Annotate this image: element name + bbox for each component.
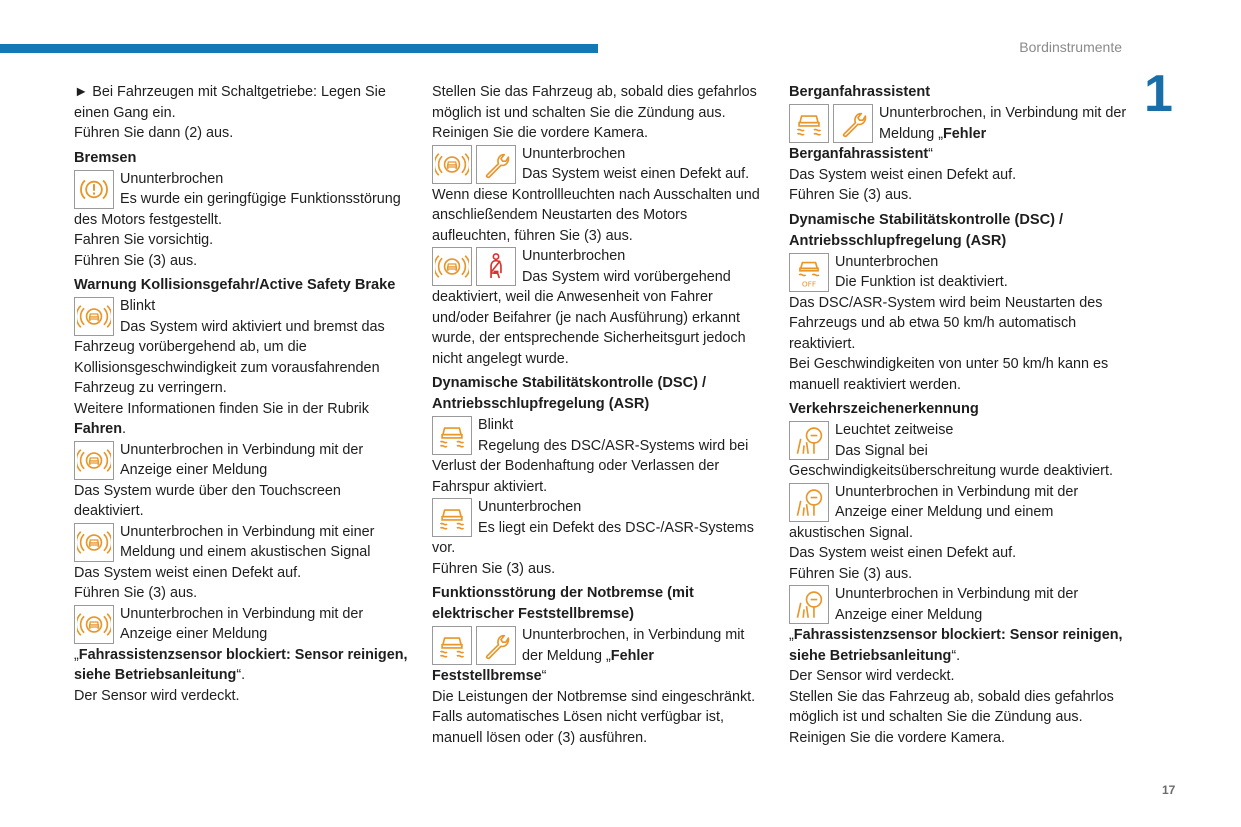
collision-warning-icon	[74, 523, 114, 562]
skid-control-off-icon	[789, 253, 829, 292]
collision-warning-icon	[432, 247, 472, 286]
heading-bremsen: Bremsen	[74, 149, 137, 166]
description-text: Regelung des DSC/ASR-Systems wird bei Verlust der Bodenhaftung oder Verlassen der Fahrspur aktiviert.	[432, 437, 749, 495]
status-text: Ununterbrochen	[522, 248, 626, 264]
body-text: Führen Sie (3) aus.	[789, 565, 913, 582]
heading-kollision: Warnung Kollisionsgefahr/Active Safety Brake	[74, 277, 396, 293]
status-text: Blinkt	[120, 298, 156, 314]
status-text: Ununterbrochen in Verbindung mit der Anzeige einer Meldung	[120, 605, 364, 642]
intro-line: Führen Sie dann (2) aus.	[74, 125, 234, 141]
body-text: Führen Sie (3) aus.	[74, 252, 198, 269]
skid-control-icon	[432, 416, 472, 455]
heading-berganfahrassistent: Berganfahrassistent	[789, 84, 931, 100]
header-accent-bar	[0, 44, 598, 53]
body-text: Führen Sie (3) aus.	[789, 187, 913, 203]
body-text: Bei Geschwindigkeiten von unter 50 km/h kann es manuell reaktiviert werden.	[789, 356, 1109, 393]
description-text: Es wurde ein geringfügige Funktionsstörung des Motors festgestellt.	[74, 191, 401, 228]
skid-control-icon	[789, 104, 829, 143]
skid-control-icon	[432, 498, 472, 537]
description-text: Die Leistungen der Notbremse sind eingeschränkt.	[432, 688, 756, 705]
status-text: Ununterbrochen, in Verbindung mit der Meldung „Fehler Feststellbremse“	[432, 627, 745, 684]
column-middle	[432, 82, 767, 748]
heading-dsc-asr: Dynamische Stabilitätskontrolle (DSC) / Antriebsschlupfregelung (ASR)	[789, 211, 1064, 249]
brake-warning-icon	[74, 170, 114, 209]
warning-block	[74, 522, 414, 563]
heading-verkehrszeichenerkennung: Verkehrszeichenerkennung	[789, 401, 979, 417]
column-left	[74, 82, 414, 706]
traffic-sign-icon	[789, 421, 829, 460]
warning-block	[789, 482, 1129, 544]
description-text: Das System weist einen Defekt auf.	[789, 545, 1017, 561]
description-text: Das System weist einen Defekt auf.	[789, 166, 1017, 183]
description-text: Das System wird aktiviert und bremst das Fahrzeug vorübergehend ab, um die Kollisionsgeschwindigkeit zum vorausfahrenden Fahrzeug zu verringern.	[74, 318, 385, 396]
description-text: Das System wurde über den Touchscreen deaktiviert.	[74, 482, 341, 519]
description-text: Der Sensor wird verdeckt.	[74, 687, 240, 704]
description-text: Der Sensor wird verdeckt.	[789, 668, 955, 684]
status-text: Ununterbrochen in Verbindung mit der Anzeige einer Meldung	[835, 586, 1079, 623]
body-text: Weitere Informationen finden Sie in der Rubrik Fahren.	[74, 400, 369, 437]
warning-block	[74, 440, 414, 481]
svg-text:OFF: OFF	[801, 279, 817, 289]
body-text: Führen Sie (3) aus.	[74, 585, 198, 601]
warning-block	[432, 246, 767, 369]
skid-control-icon	[432, 626, 472, 665]
body-text: Stellen Sie das Fahrzeug ab, sobald dies gefahrlos möglich ist und schalten Sie die Zündung aus.	[432, 84, 757, 121]
warning-block	[432, 497, 767, 559]
status-text: Ununterbrochen in Verbindung mit der Anzeige einer Meldung	[120, 441, 364, 478]
description-text: Das System wird vorübergehend deaktiviert, weil die Anwesenheit von Fahrer und/oder Beifahrer (je nach Ausführung) erkannt wurde, der entsprechende Sicherheitsgurt jedoch nicht angelegt wurde.	[432, 268, 746, 367]
message-text: „Fahrassistenzsensor blockiert: Sensor reinigen, siehe Betriebsanleitung“.	[789, 627, 1123, 664]
status-text: Blinkt	[478, 417, 514, 433]
wrench-icon	[476, 626, 516, 665]
body-text: Wenn diese Kontrollleuchten nach Ausschalten und anschließendem Neustarten des Motors aufleuchten, führen Sie (3) aus.	[432, 186, 760, 244]
wrench-icon	[476, 145, 516, 184]
collision-warning-icon	[74, 605, 114, 644]
warning-block	[432, 415, 767, 497]
body-text: Reinigen Sie die vordere Kamera.	[789, 729, 1005, 746]
status-text: Ununterbrochen in Verbindung mit einer Meldung und einem akustischen Signal	[120, 523, 375, 560]
warning-block	[74, 169, 414, 231]
body-text: Führen Sie (3) aus.	[432, 560, 556, 577]
status-text: Ununterbrochen	[835, 253, 939, 270]
collision-warning-icon	[74, 297, 114, 336]
warning-block	[432, 625, 767, 687]
description-text: Das System weist einen Defekt auf.	[522, 166, 750, 182]
description-text: Das System weist einen Defekt auf.	[74, 564, 302, 581]
status-text: Ununterbrochen	[522, 145, 626, 162]
warning-block	[74, 604, 414, 645]
traffic-sign-icon	[789, 483, 829, 522]
warning-block	[432, 144, 767, 185]
status-text: Ununterbrochen	[120, 170, 224, 187]
description-text: Es liegt ein Defekt des DSC-/ASR-Systems vor.	[432, 519, 754, 556]
chapter-number: 1	[1144, 65, 1173, 123]
status-text: Ununterbrochen, in Verbindung mit der Meldung „Fehler Berganfahrassistent“	[789, 105, 1127, 162]
description-text: Falls automatisches Lösen nicht verfügbar ist, manuell lösen oder (3) ausführen.	[432, 709, 724, 746]
heading-notbremse: Funktionsstörung der Notbremse (mit elektrischer Feststellbremse)	[432, 585, 694, 622]
body-text: Das DSC/ASR-System wird beim Neustarten des Fahrzeugs und ab etwa 50 km/h automatisch reaktiviert.	[789, 294, 1103, 352]
section-title: Bordinstrumente	[1019, 39, 1122, 55]
message-text: „Fahrassistenzsensor blockiert: Sensor reinigen, siehe Betriebsanleitung“.	[74, 646, 408, 683]
description-text: Die Funktion ist deaktiviert.	[835, 274, 1008, 290]
body-text: Stellen Sie das Fahrzeug ab, sobald dies gefahrlos möglich ist und schalten Sie die Zündung aus.	[789, 688, 1114, 725]
heading-dsc-asr: Dynamische Stabilitätskontrolle (DSC) / Antriebsschlupfregelung (ASR)	[432, 375, 707, 412]
wrench-icon	[833, 104, 873, 143]
warning-block	[789, 103, 1129, 165]
warning-block	[789, 584, 1129, 625]
column-right	[789, 82, 1129, 748]
body-text: Fahren Sie vorsichtig.	[74, 232, 214, 248]
body-text: Reinigen Sie die vordere Kamera.	[432, 125, 648, 141]
collision-warning-icon	[74, 441, 114, 480]
warning-block	[789, 420, 1129, 482]
description-text: Das Signal bei Geschwindigkeitsüberschreitung wurde deaktiviert.	[789, 442, 1113, 479]
collision-warning-icon	[432, 145, 472, 184]
traffic-sign-icon	[789, 585, 829, 624]
warning-block	[789, 252, 1129, 293]
warning-block	[74, 296, 414, 399]
status-text: Ununterbrochen	[478, 499, 582, 515]
status-text: Ununterbrochen in Verbindung mit der Anzeige einer Meldung und einem akustischen Signal.	[789, 483, 1079, 541]
status-text: Leuchtet zeitweise	[835, 422, 954, 438]
seatbelt-icon	[476, 247, 516, 286]
intro-line: ► Bei Fahrzeugen mit Schaltgetriebe: Legen Sie einen Gang ein.	[74, 84, 386, 121]
page-number: 17	[1162, 783, 1176, 797]
